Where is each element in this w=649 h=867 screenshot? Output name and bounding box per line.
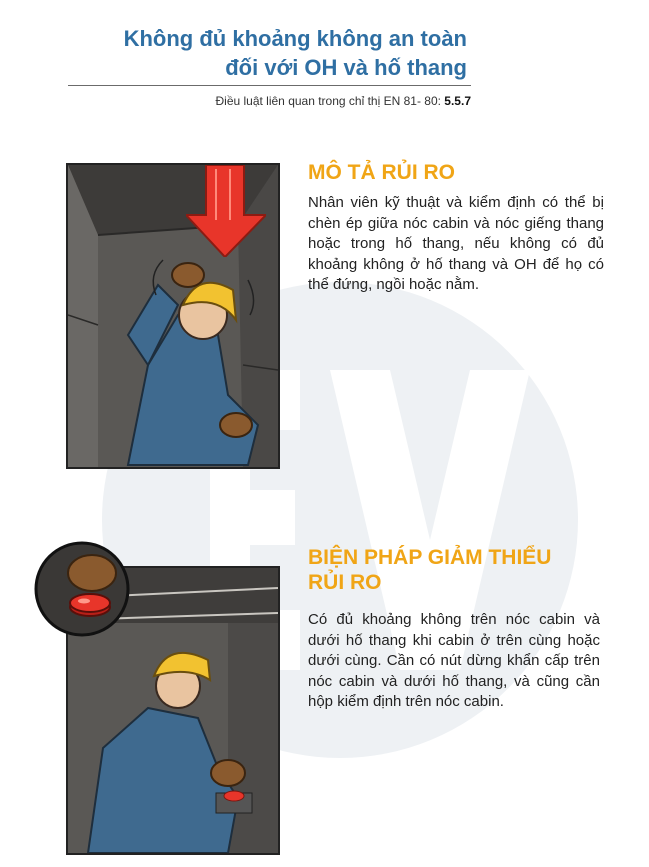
red-down-arrow-icon [186,165,266,257]
emergency-stop-button-icon [34,541,130,637]
mitigation-description: Có đủ khoảng không trên nóc cabin và dưới hố thang khi cabin ở trên cùng hoặc dưới cùng. Cần có nút dừng khẩn cấp trên nóc cabin và dưới hố thang, và cũng cần hộp kiểm định trên nóc cabin. [308,611,600,710]
risk-illustration [66,163,280,469]
regulation-text: Điều luật liên quan trong chỉ thị EN 81- 80: [215,94,445,108]
mitigation-heading-line-1: BIỆN PHÁP GIẢM THIỂU [308,546,552,569]
regulation-number: 5.5.7 [444,94,471,108]
title-line-2: đối với OH và hố thang [225,55,467,80]
regulation-reference [215,94,471,108]
risk-heading: MÔ TẢ RỦI RO [308,161,455,184]
page-title [124,24,467,82]
header-divider [68,85,471,86]
mitigation-heading-line-2: RỦI RO [308,571,382,594]
risk-description: Nhân viên kỹ thuật và kiểm định có thể bị chèn ép giữa nóc cabin và nóc giếng thang hoặc trong hố thang, nếu không có đủ khoảng không ở hố thang và OH để họ có thể đứng, ngồi hoặc nằm. [308,194,604,293]
mitigation-heading [308,545,551,595]
title-line-1: Không đủ khoảng không an toàn [123,26,467,51]
